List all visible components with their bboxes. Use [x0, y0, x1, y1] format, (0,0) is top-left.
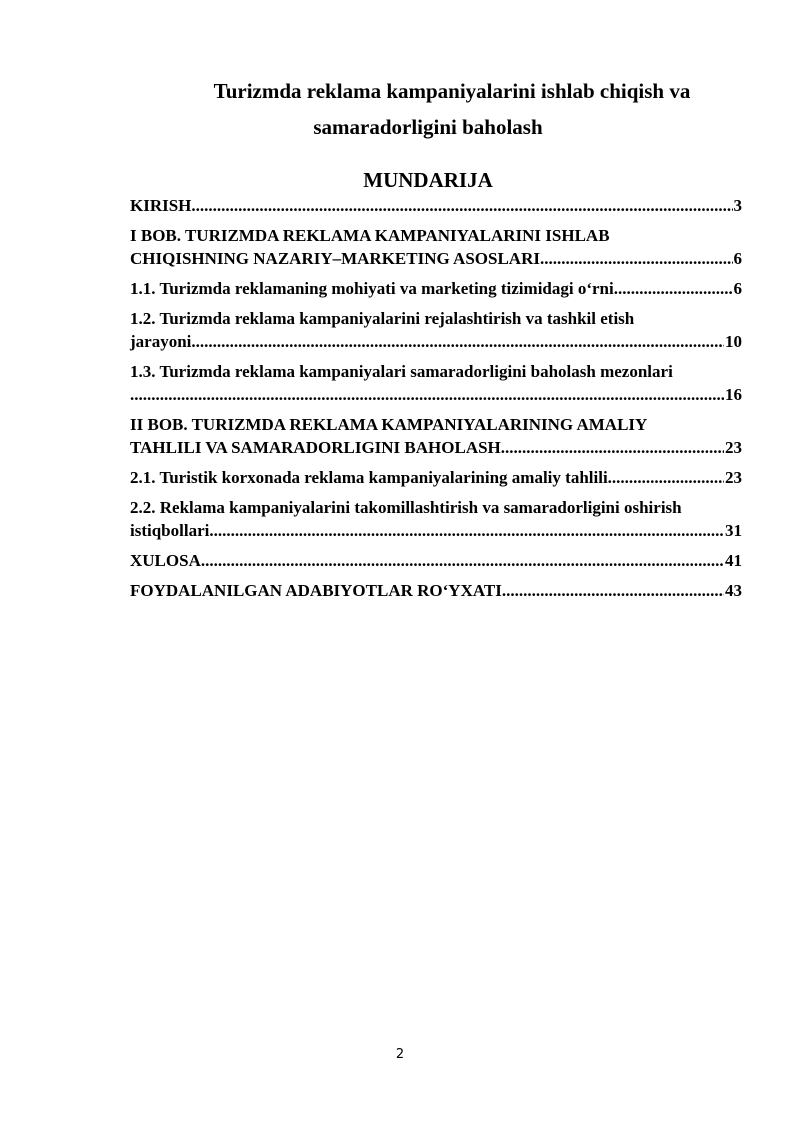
toc-entry-section-2-1[interactable] [130, 466, 742, 489]
toc-entry-title-line: 2.2. Reklama kampaniyalarini takomillashtirish va samaradorligini oshirish [130, 498, 682, 517]
toc-entry-line [130, 436, 742, 459]
toc-entry-chapter-1[interactable] [130, 224, 742, 270]
toc-page-number: 6 [733, 249, 742, 268]
toc-entry-conclusion[interactable] [130, 549, 742, 572]
toc-entry-section-2-2[interactable] [130, 496, 742, 542]
toc-entry-line [130, 519, 742, 542]
toc-entry-chapter-2[interactable] [130, 413, 742, 459]
toc-leader-dots [540, 247, 733, 270]
toc-entry-line [130, 549, 742, 572]
toc-leader-dots [201, 549, 724, 572]
toc-leader-dots [209, 519, 724, 542]
toc-leader-dots [191, 330, 724, 353]
toc-leader-dots [608, 466, 724, 489]
toc-page-number: 31 [725, 521, 742, 540]
toc-page-number: 16 [725, 385, 742, 404]
toc-page-number: 3 [733, 196, 742, 215]
toc-entry-references[interactable] [130, 579, 742, 602]
toc-entry-section-1-1[interactable] [130, 277, 742, 300]
toc-entry-line [130, 330, 742, 353]
table-of-contents [130, 194, 742, 609]
toc-page-number: 23 [725, 438, 742, 457]
toc-entry-title: CHIQISHNING NAZARIY–MARKETING ASOSLARI [130, 249, 540, 268]
toc-entry-title: KIRISH [130, 196, 192, 215]
toc-entry-line [130, 247, 742, 270]
page-number: 2 [395, 1047, 405, 1062]
document-title-line-2: samaradorligini baholash [313, 115, 543, 139]
toc-entry-line [130, 579, 742, 602]
toc-entry-line [130, 383, 742, 406]
toc-entry-title: TAHLILI VA SAMARADORLIGINI BAHOLASH [130, 438, 501, 457]
toc-entry-title: istiqbollari [130, 521, 210, 540]
document-title-line-1: Turizmda reklama kampaniyalarini ishlab chiqish va [213, 79, 691, 103]
toc-entry-title: 1.1. Turizmda reklamaning mohiyati va marketing tizimidagi o‘rni [130, 279, 614, 298]
toc-entry-title-line: II BOB. TURIZMDA REKLAMA KAMPANIYALARINING AMALIY [130, 415, 648, 434]
toc-entry-section-1-3[interactable] [130, 360, 742, 406]
toc-entry-line [130, 466, 742, 489]
toc-page-number: 6 [733, 279, 742, 298]
toc-entry-line [130, 194, 742, 217]
toc-leader-dots [502, 579, 724, 602]
toc-page-number: 23 [725, 468, 742, 487]
toc-entry-title-line: 1.2. Turizmda reklama kampaniyalarini rejalashtirish va tashkil etish [130, 309, 635, 328]
toc-leader-dots [130, 383, 724, 406]
toc-page-number: 43 [725, 581, 742, 600]
toc-leader-dots [501, 436, 724, 459]
toc-page-number: 10 [725, 332, 742, 351]
toc-heading: MUNDARIJA [363, 168, 493, 192]
toc-entry-title-line: 1.3. Turizmda reklama kampaniyalari samaradorligini baholash mezonlari [130, 362, 673, 381]
toc-entry-title-line: I BOB. TURIZMDA REKLAMA KAMPANIYALARINI ISHLAB [130, 226, 610, 245]
toc-leader-dots [191, 194, 732, 217]
toc-entry-title: FOYDALANILGAN ADABIYOTLAR RO‘YXATI [130, 581, 502, 600]
toc-entry-title: XULOSA [130, 551, 201, 570]
toc-entry-title: jarayoni [130, 332, 192, 351]
toc-page-number: 41 [725, 551, 742, 570]
toc-entry-introduction[interactable] [130, 194, 742, 217]
toc-entry-title: 2.1. Turistik korxonada reklama kampaniyalarining amaliy tahlili [130, 468, 608, 487]
toc-entry-section-1-2[interactable] [130, 307, 742, 353]
toc-leader-dots [614, 277, 733, 300]
toc-entry-line [130, 277, 742, 300]
